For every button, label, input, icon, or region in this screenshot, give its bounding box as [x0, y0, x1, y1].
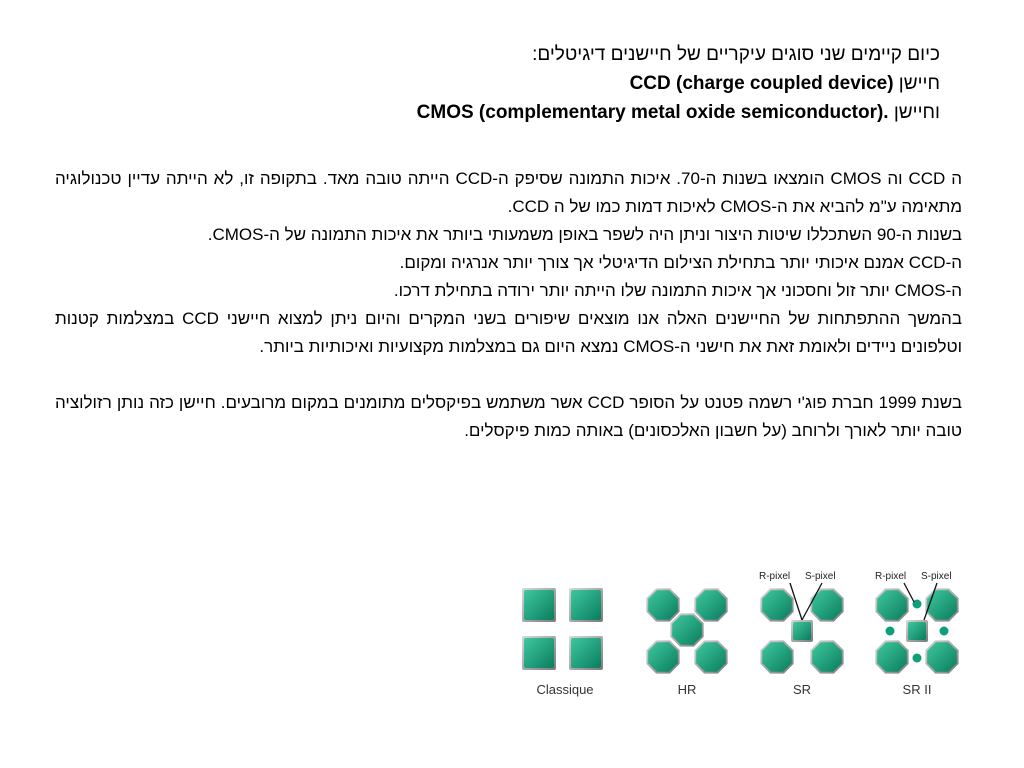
intro-line-2 [140, 69, 940, 98]
sr2-pixel-group [875, 588, 958, 673]
octagonal-pixel [696, 642, 726, 672]
label-hr: HR [677, 682, 697, 697]
octagonal-pixel [877, 590, 907, 620]
label-sr2: SR II [902, 682, 932, 697]
body-text [55, 165, 962, 445]
intro-block [140, 40, 940, 127]
paragraph-ccd: ה-CCD אמנם איכותי יותר בתחילת הצילום הדיגיטלי אך צורך יותר אנרגיה ומקום. [399, 253, 962, 272]
intro-line-1: כיום קיימים שני סוגים עיקריים של חיישנים דיגיטלים: [532, 44, 940, 65]
square-pixel [571, 590, 601, 620]
paragraph-history: ה CCD וה CMOS הומצאו בשנות ה-70. איכות התמונה שסיפק ה-CCD הייתה טובה מאד. בתקופה זו, לא הייתה עדיין טכנולוגיה מתאימה ע"מ להביא את ה-CMOS לאיכות דמות כמו של ה CCD. [55, 169, 963, 216]
octagonal-pixel [762, 590, 792, 620]
label-sr: SR [792, 682, 812, 697]
label-classique: Classique [536, 682, 594, 697]
octagonal-pixel [927, 590, 957, 620]
square-pixel [571, 638, 601, 668]
octagonal-pixel [648, 642, 678, 672]
octagonal-pixel [927, 642, 957, 672]
octagonal-pixel [812, 590, 842, 620]
octagonal-pixel [696, 590, 726, 620]
label-r-pixel-sr: R-pixel [759, 571, 791, 582]
ccd-term: CCD (charge coupled device) [629, 73, 894, 94]
paragraph-cmos: ה-CMOS יותר זול וחסכוני אך איכות התמונה שלו הייתה יותר ירודה בתחילת דרכו. [393, 281, 962, 300]
square-pixel [908, 622, 926, 640]
hr-pixel-group [646, 588, 727, 673]
square-pixel [524, 590, 554, 620]
intro-line-3-prefix: וחיישן [888, 102, 940, 123]
s-pixel-dot [913, 654, 922, 663]
intro-line-3 [140, 98, 940, 127]
square-pixel [524, 638, 554, 668]
octagonal-pixel [812, 642, 842, 672]
octagonal-pixel [877, 642, 907, 672]
paragraph-gap [55, 361, 962, 389]
label-s-pixel-sr: S-pixel [805, 571, 836, 582]
octagonal-pixel [672, 615, 702, 645]
octagonal-pixel [762, 642, 792, 672]
intro-line-2-prefix: חיישן [893, 73, 940, 94]
octagonal-pixel [648, 590, 678, 620]
classique-pixel-group [522, 588, 603, 670]
cmos-term: CMOS (complementary metal oxide semiconductor). [416, 102, 889, 123]
label-s-pixel-sr2: S-pixel [921, 571, 952, 582]
square-pixel [793, 622, 811, 640]
paragraph-development: בהמשך ההתפתחות של החיישנים האלה אנו מוצאים שיפורים בשני המקרים והיום ניתן למצוא חיישני CCD במצלמות קטנות וטלפונים ניידים ולאומת זאת את חישני ה-CMOS נמצא היום גם במצלמות מקצועיות ואיכותיות ביותר. [55, 309, 962, 356]
paragraph-fuji: בשנת 1999 חברת פוג'י רשמה פטנט על הסופר CCD אשר משתמש בפיקסלים מתומנים במקום מרובעים. חיישן כזה נותן רזולוציה טובה יותר לאורך ולרוחב (על חשבון האלכסונים) באותה כמות פיקסלים. [55, 393, 963, 440]
sr-pixel-group [760, 588, 843, 673]
paragraph-90s: בשנות ה-90 השתכללו שיטות היצור וניתן היה לשפר באופן משמעותי ביותר את איכות התמונה של ה-CMOS. [207, 225, 962, 244]
label-r-pixel-sr2: R-pixel [875, 571, 907, 582]
pixel-layout-svg [512, 560, 972, 710]
pixel-layout-figure [512, 560, 972, 710]
s-pixel-dot [886, 627, 895, 636]
s-pixel-dot [940, 627, 949, 636]
